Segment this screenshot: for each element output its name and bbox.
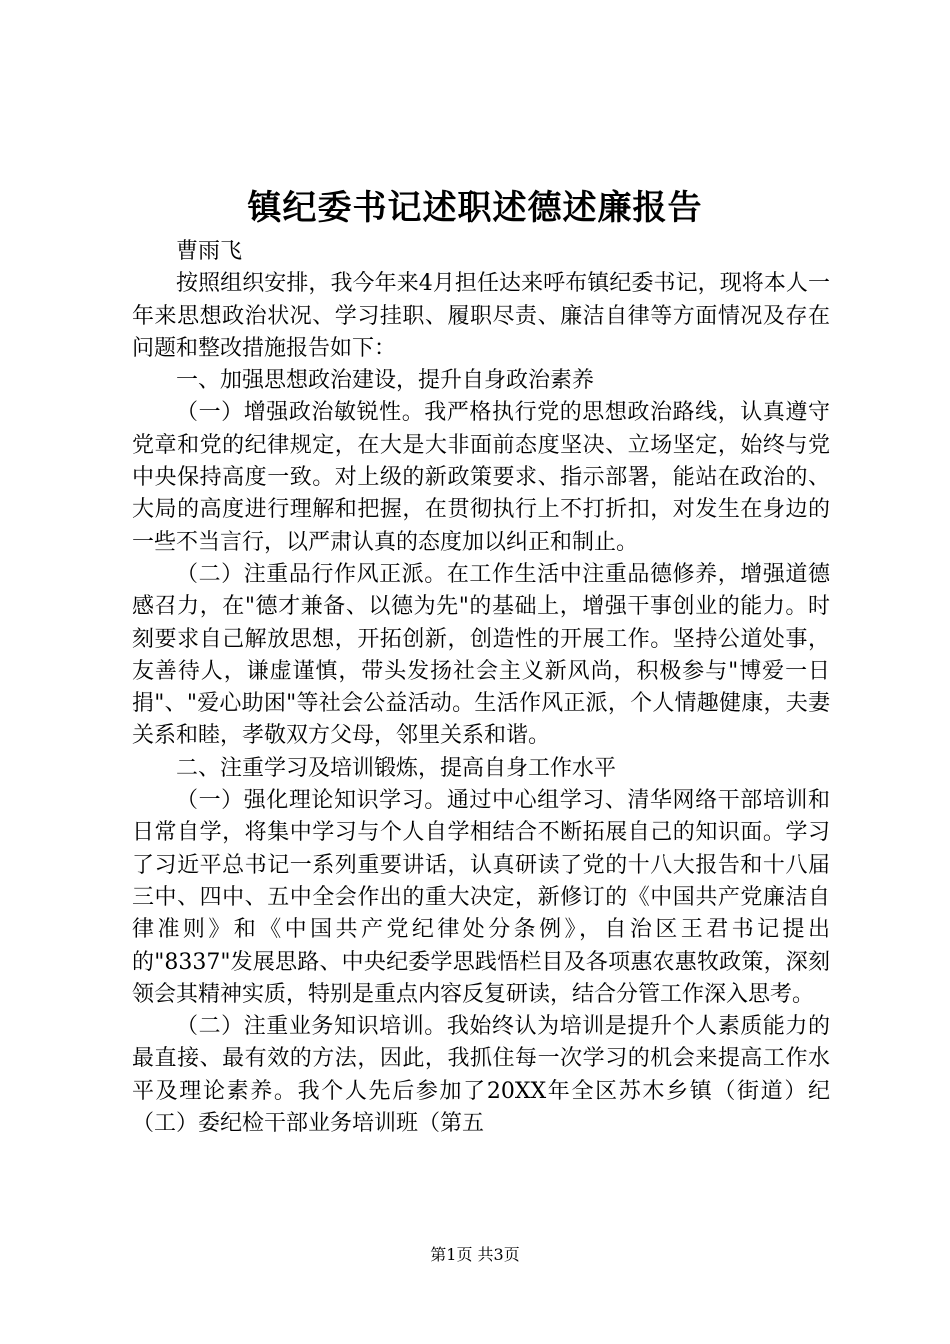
document-body: [132, 236, 830, 1140]
paragraph-intro: 按照组织安排，我今年来4月担任达来呼布镇纪委书记，现将本人一年来思想政治状况、学习挂职、履职尽责、廉洁自律等方面情况及存在问题和整改措施报告如下：: [132, 271, 830, 361]
paragraph-2-2: （二）注重业务知识培训。我始终认为培训是提升个人素质能力的最直接、最有效的方法，因此，我抓住每一次学习的机会来提高工作水平及理论素养。我个人先后参加了20XX年全区苏木乡镇（街道）纪（工）委纪检干部业务培训班（第五: [132, 1014, 830, 1137]
section-heading-2: 二、注重学习及培训锻炼，提高自身工作水平: [176, 755, 617, 781]
paragraph-2-1: （一）强化理论知识学习。通过中心组学习、清华网络干部培训和日常自学，将集中学习与个人自学相结合不断拓展自己的知识面。学习了习近平总书记一系列重要讲话，认真研读了党的十八大报告和十八届三中、四中、五中全会作出的重大决定，新修订的《中国共产党廉洁自律准则》和《中国共产党纪律处分条例》，自治区王君书记提出的"8337"发展思路、中央纪委学思践悟栏目及各项惠农惠牧政策，深刻领会其精神实质，特别是重点内容反复研读，结合分管工作深入思考。: [132, 788, 830, 1007]
section-heading-1: 一、加强思想政治建设，提升自身政治素养: [176, 368, 595, 394]
paragraph-1-1: （一）增强政治敏锐性。我严格执行党的思想政治路线，认真遵守党章和党的纪律规定，在大是大非面前态度坚决、立场坚定，始终与党中央保持高度一致。对上级的新政策要求、指示部署，能站在政治的、大局的高度进行理解和把握，在贯彻执行上不打折扣，对发生在身边的一些不当言行，以严肃认真的态度加以纠正和制止。: [132, 400, 830, 555]
page-footer: 第1页 共3页: [430, 1245, 520, 1264]
document-title: 镇纪委书记述职述德述廉报告: [247, 188, 703, 228]
author-name: 曹雨飞: [176, 239, 243, 264]
paragraph-1-2: （二）注重品行作风正派。在工作生活中注重品德修养，增强道德感召力，在"德才兼备、以德为先"的基础上，增强干事创业的能力。时刻要求自己解放思想，开拓创新，创造性的开展工作。坚持公道处事，友善待人，谦虚谨慎，带头发扬社会主义新风尚，积极参与"博爱一日捐"、"爱心助困"等社会公益活动。生活作风正派，个人情趣健康，夫妻关系和睦，孝敬双方父母，邻里关系和谐。: [132, 561, 830, 749]
